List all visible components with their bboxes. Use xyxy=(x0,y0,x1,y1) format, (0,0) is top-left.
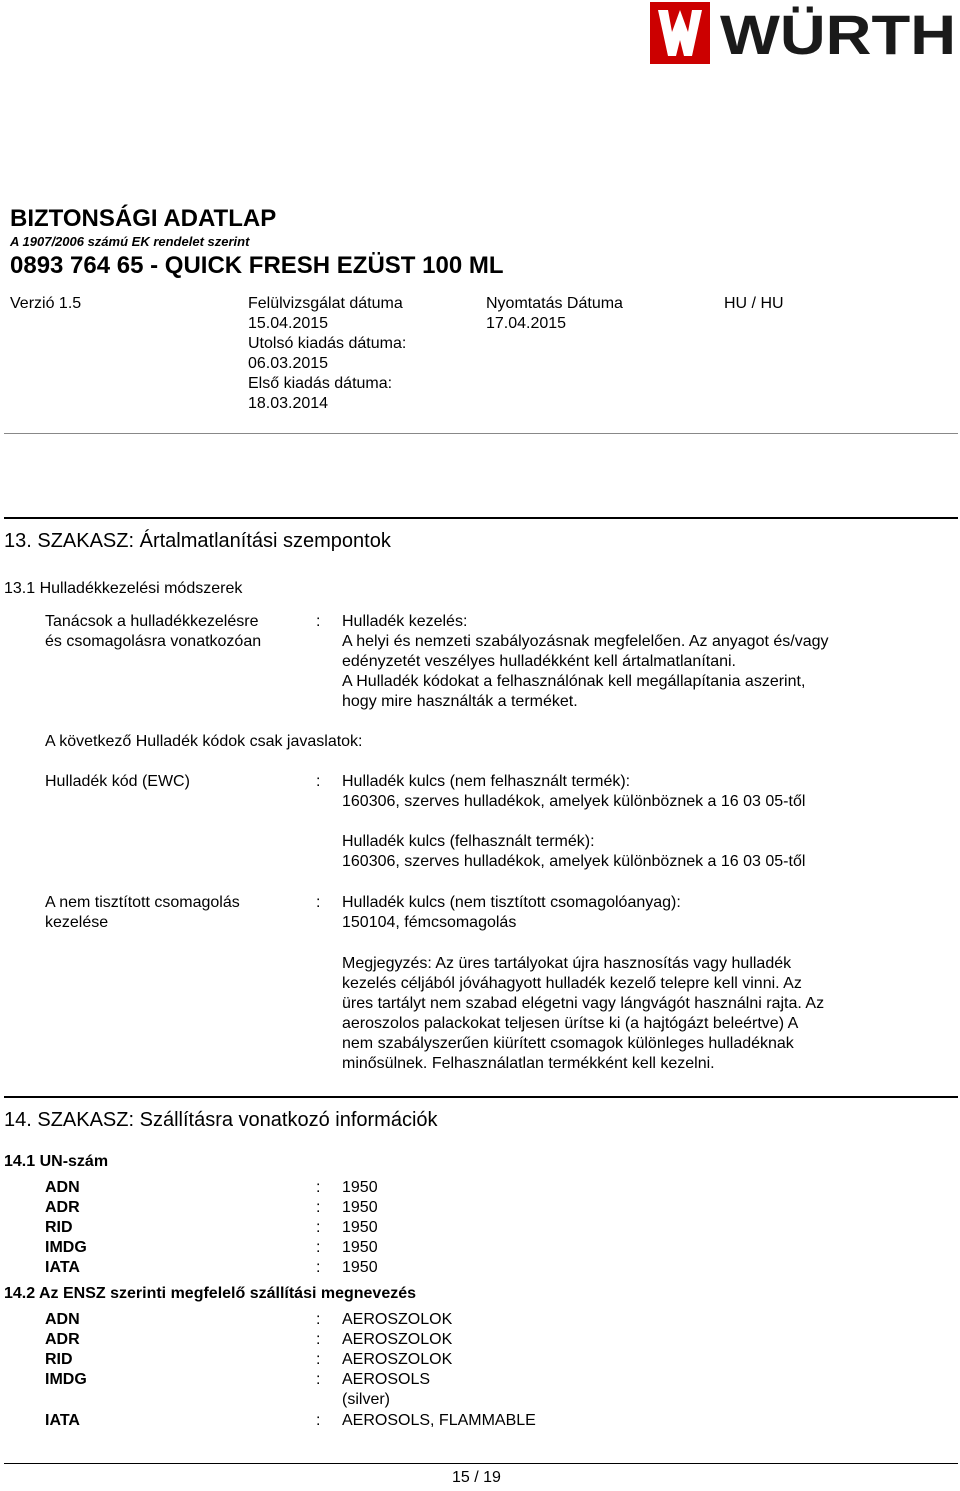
advice-value-line: A helyi és nemzeti szabályozásnak megfelelően. Az anyagot és/vagy xyxy=(342,633,829,650)
advice-label-line: és csomagolásra vonatkozóan xyxy=(45,633,262,650)
name-row-label: IATA xyxy=(45,1412,80,1429)
advice-value-line: A Hulladék kódokat a felhasználónak kell megállapítania aszerint, xyxy=(342,673,806,690)
separator-colon: : xyxy=(316,1351,321,1368)
wurth-logo xyxy=(650,2,960,64)
packaging-label-line: A nem tisztított csomagolás xyxy=(45,894,240,911)
page-number: 15 / 19 xyxy=(452,1469,501,1486)
advice-value-line: hogy mire használták a terméket. xyxy=(342,693,578,710)
svg-text:WÜRTH: WÜRTH xyxy=(720,3,956,64)
name-row-label: IMDG xyxy=(45,1371,87,1388)
last-issue-date: 06.03.2015 xyxy=(248,355,329,372)
packaging-note-line: minősülnek. Felhasználatlan termékként kell kezelni. xyxy=(342,1055,715,1072)
packaging-note-line: üres tartályt nem szabad elégetni vagy lángvágót használni rajta. Az xyxy=(342,995,825,1012)
separator-colon: : xyxy=(316,613,321,630)
product-name: 0893 764 65 - QUICK FRESH EZÜST 100 ML xyxy=(10,252,504,279)
packaging-label-line: kezelése xyxy=(45,914,109,931)
name-row-value: AEROSOLS, FLAMMABLE xyxy=(342,1412,536,1429)
version: Verzió 1.5 xyxy=(10,295,82,312)
un-row-value: 1950 xyxy=(342,1239,378,1256)
un-row-value: 1950 xyxy=(342,1199,378,1216)
un-row-label: IATA xyxy=(45,1259,80,1276)
first-issue-date: 18.03.2014 xyxy=(248,395,329,412)
separator-colon: : xyxy=(316,1239,321,1256)
un-row-value: 1950 xyxy=(342,1179,378,1196)
packaging-note-line: aeroszolos palackokat teljesen ürítse ki (a hajtógázt beleértve) A xyxy=(342,1015,799,1032)
un-row-label: RID xyxy=(45,1219,73,1236)
section-14-2-title: 14.2 Az ENSZ szerinti megfelelő szállítási megnevezés xyxy=(4,1285,417,1302)
separator-colon: : xyxy=(316,1331,321,1348)
packaging-note-line: kezelés céljából jóváhagyott hulladék kezelő telepre kell vinni. Az xyxy=(342,975,802,992)
name-row-label: RID xyxy=(45,1351,73,1368)
separator-colon: : xyxy=(316,894,321,911)
first-issue-label: Első kiadás dátuma: xyxy=(248,375,393,392)
print-label: Nyomtatás Dátuma xyxy=(486,295,623,312)
ewc-value-line: Hulladék kulcs (nem felhasznált termék): xyxy=(342,773,631,790)
suggestion-note: A következő Hulladék kódok csak javaslatok: xyxy=(45,733,363,750)
name-row-value: AEROSZOLOK xyxy=(342,1311,453,1328)
separator-colon: : xyxy=(316,1179,321,1196)
regulation-note: A 1907/2006 számú EK rendelet szerint xyxy=(10,234,250,249)
name-row-label: ADR xyxy=(45,1331,80,1348)
packaging-note-line: Megjegyzés: Az üres tartályokat újra hasznosítás vagy hulladék xyxy=(342,955,792,972)
un-row-value: 1950 xyxy=(342,1259,378,1276)
section-13-rule xyxy=(4,517,958,519)
advice-value-line: edényzetét veszélyes hulladékként kell ártalmatlanítani. xyxy=(342,653,736,670)
un-row-label: ADN xyxy=(45,1179,80,1196)
name-row-value: AEROSOLS xyxy=(342,1371,431,1388)
separator-colon: : xyxy=(316,1311,321,1328)
advice-label-line: Tanácsok a hulladékkezelésre xyxy=(45,613,259,630)
ewc-label: Hulladék kód (EWC) xyxy=(45,773,190,790)
separator-colon: : xyxy=(316,773,321,790)
packaging-value-line: 150104, fémcsomagolás xyxy=(342,914,517,931)
section-13-title: 13. SZAKASZ: Ártalmatlanítási szempontok xyxy=(4,530,391,552)
un-row-value: 1950 xyxy=(342,1219,378,1236)
header-divider xyxy=(4,433,958,434)
separator-colon: : xyxy=(316,1412,321,1429)
revision-date: 15.04.2015 xyxy=(248,315,329,332)
last-issue-label: Utolsó kiadás dátuma: xyxy=(248,335,407,352)
packaging-note-line: nem szabályszerűen kiürített csomagok különleges hulladéknak xyxy=(342,1035,794,1052)
ewc-value-line: Hulladék kulcs (felhasznált termék): xyxy=(342,833,595,850)
language-code: HU / HU xyxy=(724,295,784,312)
advice-value-line: Hulladék kezelés: xyxy=(342,613,468,630)
section-14-title: 14. SZAKASZ: Szállításra vonatkozó információk xyxy=(4,1109,438,1131)
un-row-label: IMDG xyxy=(45,1239,87,1256)
revision-label: Felülvizsgálat dátuma xyxy=(248,295,403,312)
section-13-1-title: 13.1 Hulladékkezelési módszerek xyxy=(4,580,243,597)
packaging-value-line: Hulladék kulcs (nem tisztított csomagolóanyag): xyxy=(342,894,681,911)
separator-colon: : xyxy=(316,1219,321,1236)
un-row-label: ADR xyxy=(45,1199,80,1216)
name-row-label: ADN xyxy=(45,1311,80,1328)
ewc-value-line: 160306, szerves hulladékok, amelyek különböznek a 16 03 05-től xyxy=(342,793,806,810)
name-row-extra: (silver) xyxy=(342,1391,390,1408)
name-row-value: AEROSZOLOK xyxy=(342,1351,453,1368)
footer-rule xyxy=(4,1463,958,1464)
separator-colon: : xyxy=(316,1371,321,1388)
separator-colon: : xyxy=(316,1259,321,1276)
ewc-value-line: 160306, szerves hulladékok, amelyek különböznek a 16 03 05-től xyxy=(342,853,806,870)
section-14-1-title: 14.1 UN-szám xyxy=(4,1153,109,1170)
print-date: 17.04.2015 xyxy=(486,315,567,332)
section-14-rule xyxy=(4,1096,958,1098)
document-title: BIZTONSÁGI ADATLAP xyxy=(10,205,277,232)
separator-colon: : xyxy=(316,1199,321,1216)
name-row-value: AEROSZOLOK xyxy=(342,1331,453,1348)
